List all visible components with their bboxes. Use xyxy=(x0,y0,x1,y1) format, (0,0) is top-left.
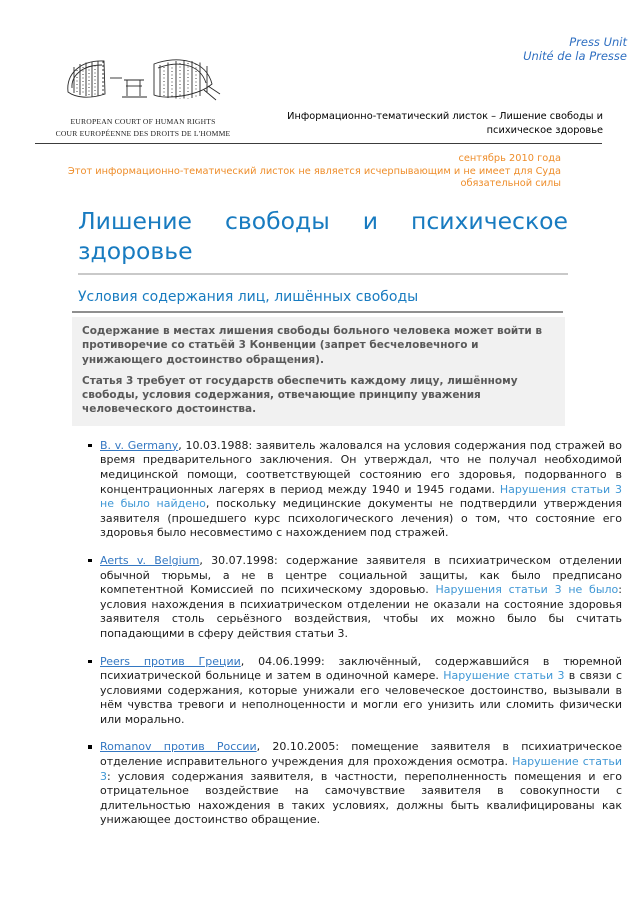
header-divider xyxy=(35,143,602,144)
case-text: , 20.10.2005: помещение заявителя в психиатрическое отделение исправительного учреждения для прохождения осмотра. xyxy=(100,740,622,769)
case-item xyxy=(72,554,622,642)
summary-box xyxy=(72,317,565,426)
summary-paragraph: Содержание в местах лишения свободы больного человека может войти в противоречие со статьёй 3 Конвенции (запрет бесчеловечного и унижающего достоинство обращения). xyxy=(82,325,543,366)
date-disclaimer-notice xyxy=(61,153,561,191)
case-link[interactable]: Aerts v. Belgium xyxy=(100,553,200,567)
case-text: : условия нахождения в психиатрическом отделении не оказали на состояние здоровья заявителя столь серьёзного воздействия, чтобы их можно было бы считать попадающими в сферу действия статьи 3. xyxy=(100,583,622,640)
logo-caption-fr: COUR EUROPÉENNE DES DROITS DE L'HOMME xyxy=(55,129,231,138)
section-heading: Условия содержания лиц, лишённых свободы xyxy=(78,289,419,305)
main-content xyxy=(72,207,622,841)
case-item xyxy=(72,655,622,728)
case-link[interactable]: Peers против Греции xyxy=(100,654,241,668)
case-item xyxy=(72,740,622,828)
case-link[interactable]: Romanov против России xyxy=(100,740,257,754)
press-unit-header xyxy=(523,36,627,63)
ruling-text: Нарушение статьи 3 xyxy=(443,669,565,683)
case-text: : условия содержания заявителя, в частности, переполненность помещения и его отрицательное воздействие на самочувствие заявителя в совокупности с длительностью нахождения в таких условиях, должны быть квалифицированы как унижающее достоинство обращение. xyxy=(100,769,622,827)
case-text: , 04.06.1999: заключённый, содержавшийся в тюремной психиатрической больнице и затем в одиночной камере. xyxy=(100,654,622,683)
press-unit-fr: Unité de la Presse xyxy=(523,48,627,63)
logo-caption-en: EUROPEAN COURT OF HUMAN RIGHTS xyxy=(70,117,216,126)
factsheet-date: сентябрь 2010 года xyxy=(458,153,561,164)
page-title: Лишение свободы и психическое здоровье xyxy=(78,207,568,265)
section-heading-divider xyxy=(72,311,563,313)
ruling-text: Нарушения статьи 3 не было найдено xyxy=(100,482,622,511)
ruling-text: Нарушение статьи 3 xyxy=(100,755,622,783)
disclaimer-text: Этот информационно-тематический листок не является исчерпывающим и не имеет для Суда обязательной силы xyxy=(67,165,561,190)
echr-logo xyxy=(58,50,234,118)
summary-paragraph: Статья 3 требует от государств обеспечить каждому лицу, лишённому свободы, условия содержания, отвечающие принципу уважения человеческого достоинства. xyxy=(82,374,518,416)
factsheet-type: Информационно-тематический листок – Лишение свободы и психическое здоровье xyxy=(287,111,603,136)
case-item xyxy=(72,439,622,541)
case-text: , поскольку медицинские документы не подтвердили утверждения заявителя (прошедшего курс психологического лечения) о том, что состояние его здоровья было несовместимо с нахождением под стражей. xyxy=(100,497,622,540)
case-list xyxy=(72,439,622,828)
echr-logo-caption xyxy=(25,116,261,140)
press-unit-en: Press Unit xyxy=(569,35,627,49)
case-text: , 30.07.1998: содержание заявителя в психиатрическом отделении обычной тюрьмы, а не в центре социальной защиты, как было предписано компетентной Комиссией по психическому здоровью. xyxy=(100,553,622,597)
title-divider xyxy=(78,273,568,275)
case-link[interactable]: B. v. Germany xyxy=(100,438,179,452)
echr-building-icon xyxy=(58,50,234,114)
case-text: в связи с условиями содержания, которые унижали его человеческое достоинство, вызывали в нём чувства тревоги и неполноценности и могли его унизить или сломить физически или морально. xyxy=(100,669,622,726)
ruling-text: Нарушения статьи 3 не было xyxy=(435,583,619,597)
case-text: , 10.03.1988: заявитель жаловался на условия содержания под стражей во время предварительного заключения. Он утверждал, что не получал необходимой медицинской помощи, соответствующей состоянию его здоровья, подорванного в концентрационных лагерях в период между 1940 и 1945 годами. xyxy=(100,438,622,496)
